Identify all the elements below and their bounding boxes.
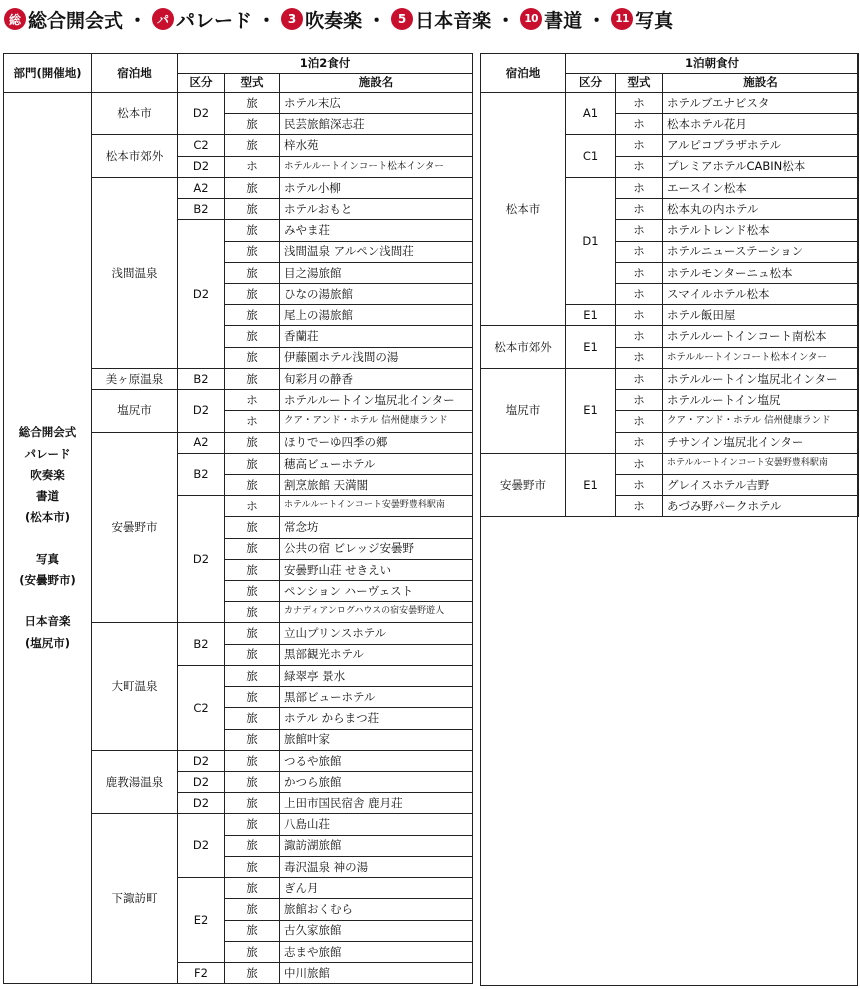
- type-cell: 旅: [225, 856, 280, 877]
- header-item-photo: [611, 6, 673, 33]
- type-cell: 旅: [225, 262, 280, 283]
- facility-name: 旅館叶家: [280, 729, 473, 750]
- type-cell: 旅: [225, 517, 280, 538]
- dept-line: 吹奏楽: [30, 467, 65, 482]
- area-cell: 松本市郊外: [481, 326, 566, 368]
- area-cell: 浅間温泉: [92, 177, 178, 368]
- type-cell: 旅: [225, 941, 280, 962]
- facility-name: クア・アンド・ホテル 信州健康ランド: [663, 411, 859, 432]
- facility-name: みやま荘: [280, 220, 473, 241]
- class-cell: C1: [566, 135, 616, 177]
- facility-name: ホテルルートイン塩尻: [663, 390, 859, 411]
- type-cell: ホ: [225, 156, 280, 177]
- type-cell: 旅: [225, 878, 280, 899]
- type-cell: 旅: [225, 559, 280, 580]
- type-cell: ホ: [616, 496, 663, 517]
- facility-name: 香蘭荘: [280, 326, 473, 347]
- type-cell: ホ: [616, 262, 663, 283]
- facility-name: クア・アンド・ホテル 信州健康ランド: [280, 411, 473, 432]
- class-cell: D2: [178, 93, 225, 135]
- class-cell: E1: [566, 453, 616, 517]
- facility-name: ホテルルートインコート南松本: [663, 326, 859, 347]
- facility-name: ホテル末広: [280, 93, 473, 114]
- type-cell: 旅: [225, 220, 280, 241]
- facility-name: スマイルホテル松本: [663, 283, 859, 304]
- type-cell: ホ: [225, 390, 280, 411]
- class-cell: F2: [178, 962, 225, 983]
- facility-name: 伊藤園ホテル浅間の湯: [280, 347, 473, 368]
- area-cell: 鹿教湯温泉: [92, 750, 178, 814]
- header-label: 書道: [544, 9, 583, 32]
- header-separator: ・: [257, 9, 277, 32]
- facility-name: ホテルルートイン塩尻北インター: [663, 368, 859, 389]
- class-cell: D2: [178, 496, 225, 623]
- type-cell: 旅: [225, 474, 280, 495]
- facility-name: アルピコプラザホテル: [663, 135, 859, 156]
- type-cell: ホ: [616, 177, 663, 198]
- dept-line: 写真: [36, 551, 59, 566]
- facility-name: ペンション ハーヴェスト: [280, 581, 473, 602]
- type-cell: ホ: [225, 411, 280, 432]
- facility-name: あづみ野パークホテル: [663, 496, 859, 517]
- type-cell: ホ: [616, 241, 663, 262]
- class-cell: A1: [566, 93, 616, 135]
- facility-name: ホテルルートイン塩尻北インター: [280, 390, 473, 411]
- area-cell: 美ヶ原温泉: [92, 368, 178, 389]
- type-cell: ホ: [616, 474, 663, 495]
- header-label: 吹奏楽: [305, 9, 363, 32]
- badge-icon: パ: [152, 8, 174, 30]
- area-cell: 松本市郊外: [92, 135, 178, 177]
- facility-name: ホテルおもと: [280, 199, 473, 220]
- type-cell: 旅: [225, 899, 280, 920]
- type-cell: ホ: [616, 283, 663, 304]
- facility-name: 公共の宿 ビレッジ安曇野: [280, 538, 473, 559]
- facility-name: 毒沢温泉 神の湯: [280, 856, 473, 877]
- two-meals-table: [3, 53, 473, 984]
- badge-icon: 3: [281, 8, 303, 30]
- type-cell: 旅: [225, 772, 280, 793]
- facility-name: 上田市国民宿舎 鹿月荘: [280, 793, 473, 814]
- type-cell: 旅: [225, 581, 280, 602]
- facility-name: 松本丸の内ホテル: [663, 199, 859, 220]
- type-cell: 旅: [225, 135, 280, 156]
- breakfast-table: [480, 53, 859, 517]
- facility-name: 黒部観光ホテル: [280, 644, 473, 665]
- facility-name: かつら旅館: [280, 772, 473, 793]
- facility-name: ひなの湯旅館: [280, 283, 473, 304]
- class-cell: B2: [178, 368, 225, 389]
- class-cell: E2: [178, 878, 225, 963]
- type-cell: 旅: [225, 687, 280, 708]
- type-cell: ホ: [616, 156, 663, 177]
- dept-line: (安曇野市): [19, 572, 76, 587]
- type-cell: 旅: [225, 177, 280, 198]
- type-cell: ホ: [616, 93, 663, 114]
- type-cell: ホ: [225, 496, 280, 517]
- badge-icon: 10: [520, 8, 542, 30]
- area-cell: 大町温泉: [92, 623, 178, 750]
- area-cell: 下諏訪町: [92, 814, 178, 984]
- header-separator: ・: [496, 9, 516, 32]
- table-row: [4, 93, 473, 114]
- area-cell: 松本市: [481, 93, 566, 326]
- type-cell: ホ: [616, 347, 663, 368]
- type-cell: 旅: [225, 453, 280, 474]
- type-cell: ホ: [616, 220, 663, 241]
- facility-name: グレイスホテル吉野: [663, 474, 859, 495]
- header-separator: ・: [367, 9, 387, 32]
- type-cell: ホ: [616, 114, 663, 135]
- header-area: 宿泊地: [92, 54, 178, 93]
- class-cell: E1: [566, 368, 616, 453]
- facility-name: 立山プリンスホテル: [280, 623, 473, 644]
- facility-name: 目之湯旅館: [280, 262, 473, 283]
- dept-line: パレード: [24, 446, 71, 461]
- type-cell: 旅: [225, 623, 280, 644]
- facility-name: 旅館おくむら: [280, 899, 473, 920]
- class-cell: C2: [178, 665, 225, 750]
- type-cell: 旅: [225, 432, 280, 453]
- type-cell: 旅: [225, 538, 280, 559]
- facility-name: ホテル飯田屋: [663, 305, 859, 326]
- class-cell: A2: [178, 177, 225, 198]
- class-cell: D2: [178, 772, 225, 793]
- header-type: 型式: [225, 73, 280, 93]
- badge-icon: 11: [611, 8, 633, 30]
- class-cell: D2: [178, 390, 225, 432]
- facility-name: チサンイン塩尻北インター: [663, 432, 859, 453]
- header-class: 区分: [566, 73, 616, 93]
- header-label: 総合開会式: [28, 9, 124, 32]
- header-label: パレード: [176, 9, 253, 32]
- facility-name: ホテル小柳: [280, 177, 473, 198]
- facility-name: エースイン松本: [663, 177, 859, 198]
- facility-name: ホテルブエナビスタ: [663, 93, 859, 114]
- facility-name: 八島山荘: [280, 814, 473, 835]
- type-cell: ホ: [616, 135, 663, 156]
- class-cell: D2: [178, 793, 225, 814]
- class-cell: D2: [178, 750, 225, 771]
- type-cell: 旅: [225, 241, 280, 262]
- facility-name: ホテル からまつ荘: [280, 708, 473, 729]
- type-cell: ホ: [616, 368, 663, 389]
- facility-name: 古久家旅館: [280, 920, 473, 941]
- type-cell: 旅: [225, 326, 280, 347]
- header-item-brass: [281, 6, 362, 33]
- header-item-calligraphy: [520, 6, 582, 33]
- type-cell: 旅: [225, 114, 280, 135]
- facility-name: つるや旅館: [280, 750, 473, 771]
- facility-name: 緑翠亭 景水: [280, 665, 473, 686]
- type-cell: 旅: [225, 750, 280, 771]
- header-name: 施設名: [663, 73, 859, 93]
- facility-name: ぎん月: [280, 878, 473, 899]
- facility-name: 梓水苑: [280, 135, 473, 156]
- table-row: [481, 453, 859, 474]
- facility-name: 常念坊: [280, 517, 473, 538]
- dept-line: 総合開会式: [18, 425, 77, 440]
- area-cell: 塩尻市: [92, 390, 178, 432]
- header-type: 型式: [616, 73, 663, 93]
- facility-name: プレミアホテルCABIN松本: [663, 156, 859, 177]
- class-cell: D2: [178, 156, 225, 177]
- class-cell: D2: [178, 220, 225, 369]
- dept-line: (塩尻市): [24, 635, 70, 650]
- type-cell: 旅: [225, 814, 280, 835]
- facility-name: 中川旅館: [280, 962, 473, 983]
- facility-name: 安曇野山荘 せきえい: [280, 559, 473, 580]
- type-cell: 旅: [225, 835, 280, 856]
- dept-line: 書道: [36, 489, 59, 504]
- area-cell: 松本市: [92, 93, 178, 135]
- header-area: 宿泊地: [481, 54, 566, 93]
- class-cell: D1: [566, 177, 616, 304]
- class-cell: D2: [178, 814, 225, 878]
- badge-icon: 5: [391, 8, 413, 30]
- class-cell: B2: [178, 623, 225, 665]
- header-class: 区分: [178, 73, 225, 93]
- facility-name: ホテルルートインコート安曇野豊科駅南: [663, 453, 859, 474]
- facility-name: 割烹旅館 天満閣: [280, 474, 473, 495]
- dept-cell: [4, 93, 92, 984]
- header-item-japanese-music: [391, 6, 491, 33]
- type-cell: ホ: [616, 453, 663, 474]
- class-cell: B2: [178, 453, 225, 495]
- dept-spacer: [4, 591, 91, 611]
- facility-name: ホテルモンターニュ松本: [663, 262, 859, 283]
- type-cell: 旅: [225, 602, 280, 623]
- badge-icon: 総: [4, 8, 26, 30]
- header-label: 写真: [635, 9, 674, 32]
- facility-name: ホテルルートインコート松本インター: [280, 156, 473, 177]
- facility-name: 志まや旅館: [280, 941, 473, 962]
- type-cell: 旅: [225, 368, 280, 389]
- type-cell: 旅: [225, 347, 280, 368]
- class-cell: E1: [566, 326, 616, 368]
- class-cell: A2: [178, 432, 225, 453]
- header-item-opening: [4, 6, 123, 33]
- facility-name: 尾上の湯旅館: [280, 305, 473, 326]
- table-row: [481, 368, 859, 389]
- dept-line: (松本市): [24, 510, 70, 525]
- type-cell: 旅: [225, 729, 280, 750]
- facility-name: 浅間温泉 アルペン浅間荘: [280, 241, 473, 262]
- type-cell: 旅: [225, 199, 280, 220]
- header-separator: ・: [587, 9, 607, 32]
- facility-name: 諏訪湖旅館: [280, 835, 473, 856]
- header-item-parade: [152, 6, 252, 33]
- type-cell: ホ: [616, 199, 663, 220]
- facility-name: ホテルトレンド松本: [663, 220, 859, 241]
- type-cell: 旅: [225, 665, 280, 686]
- dept-line: 日本音楽: [24, 614, 71, 629]
- facility-name: 穂高ビューホテル: [280, 453, 473, 474]
- type-cell: ホ: [616, 390, 663, 411]
- facility-name: ホテルルートインコート松本インター: [663, 347, 859, 368]
- header-dept: 部門(開催地): [4, 54, 92, 93]
- facility-name: 旬彩月の静香: [280, 368, 473, 389]
- type-cell: 旅: [225, 283, 280, 304]
- header-group-title: 1泊2食付: [178, 54, 473, 74]
- class-cell: E1: [566, 305, 616, 326]
- facility-name: 松本ホテル花月: [663, 114, 859, 135]
- type-cell: 旅: [225, 962, 280, 983]
- type-cell: ホ: [616, 326, 663, 347]
- header-separator: ・: [128, 9, 148, 32]
- class-cell: C2: [178, 135, 225, 156]
- table-row: [481, 326, 859, 347]
- header-name: 施設名: [280, 73, 473, 93]
- area-cell: 塩尻市: [481, 368, 566, 453]
- class-cell: B2: [178, 199, 225, 220]
- type-cell: ホ: [616, 305, 663, 326]
- type-cell: 旅: [225, 305, 280, 326]
- type-cell: 旅: [225, 93, 280, 114]
- facility-name: 黒部ビューホテル: [280, 687, 473, 708]
- facility-name: ほりでーゆ四季の郷: [280, 432, 473, 453]
- facility-name: ホテルルートインコート安曇野豊科駅南: [280, 496, 473, 517]
- type-cell: 旅: [225, 920, 280, 941]
- type-cell: 旅: [225, 644, 280, 665]
- type-cell: ホ: [616, 411, 663, 432]
- header-label: 日本音楽: [415, 9, 492, 32]
- page-header: [4, 4, 856, 34]
- area-cell: 安曇野市: [481, 453, 566, 517]
- type-cell: ホ: [616, 432, 663, 453]
- type-cell: 旅: [225, 793, 280, 814]
- facility-name: ホテルニューステーション: [663, 241, 859, 262]
- dept-spacer: [4, 529, 91, 549]
- type-cell: 旅: [225, 708, 280, 729]
- area-cell: 安曇野市: [92, 432, 178, 623]
- facility-name: カナディアンログハウスの宿安曇野遊人: [280, 602, 473, 623]
- table-row: [481, 93, 859, 114]
- facility-name: 民芸旅館深志荘: [280, 114, 473, 135]
- header-group-title: 1泊朝食付: [566, 54, 859, 74]
